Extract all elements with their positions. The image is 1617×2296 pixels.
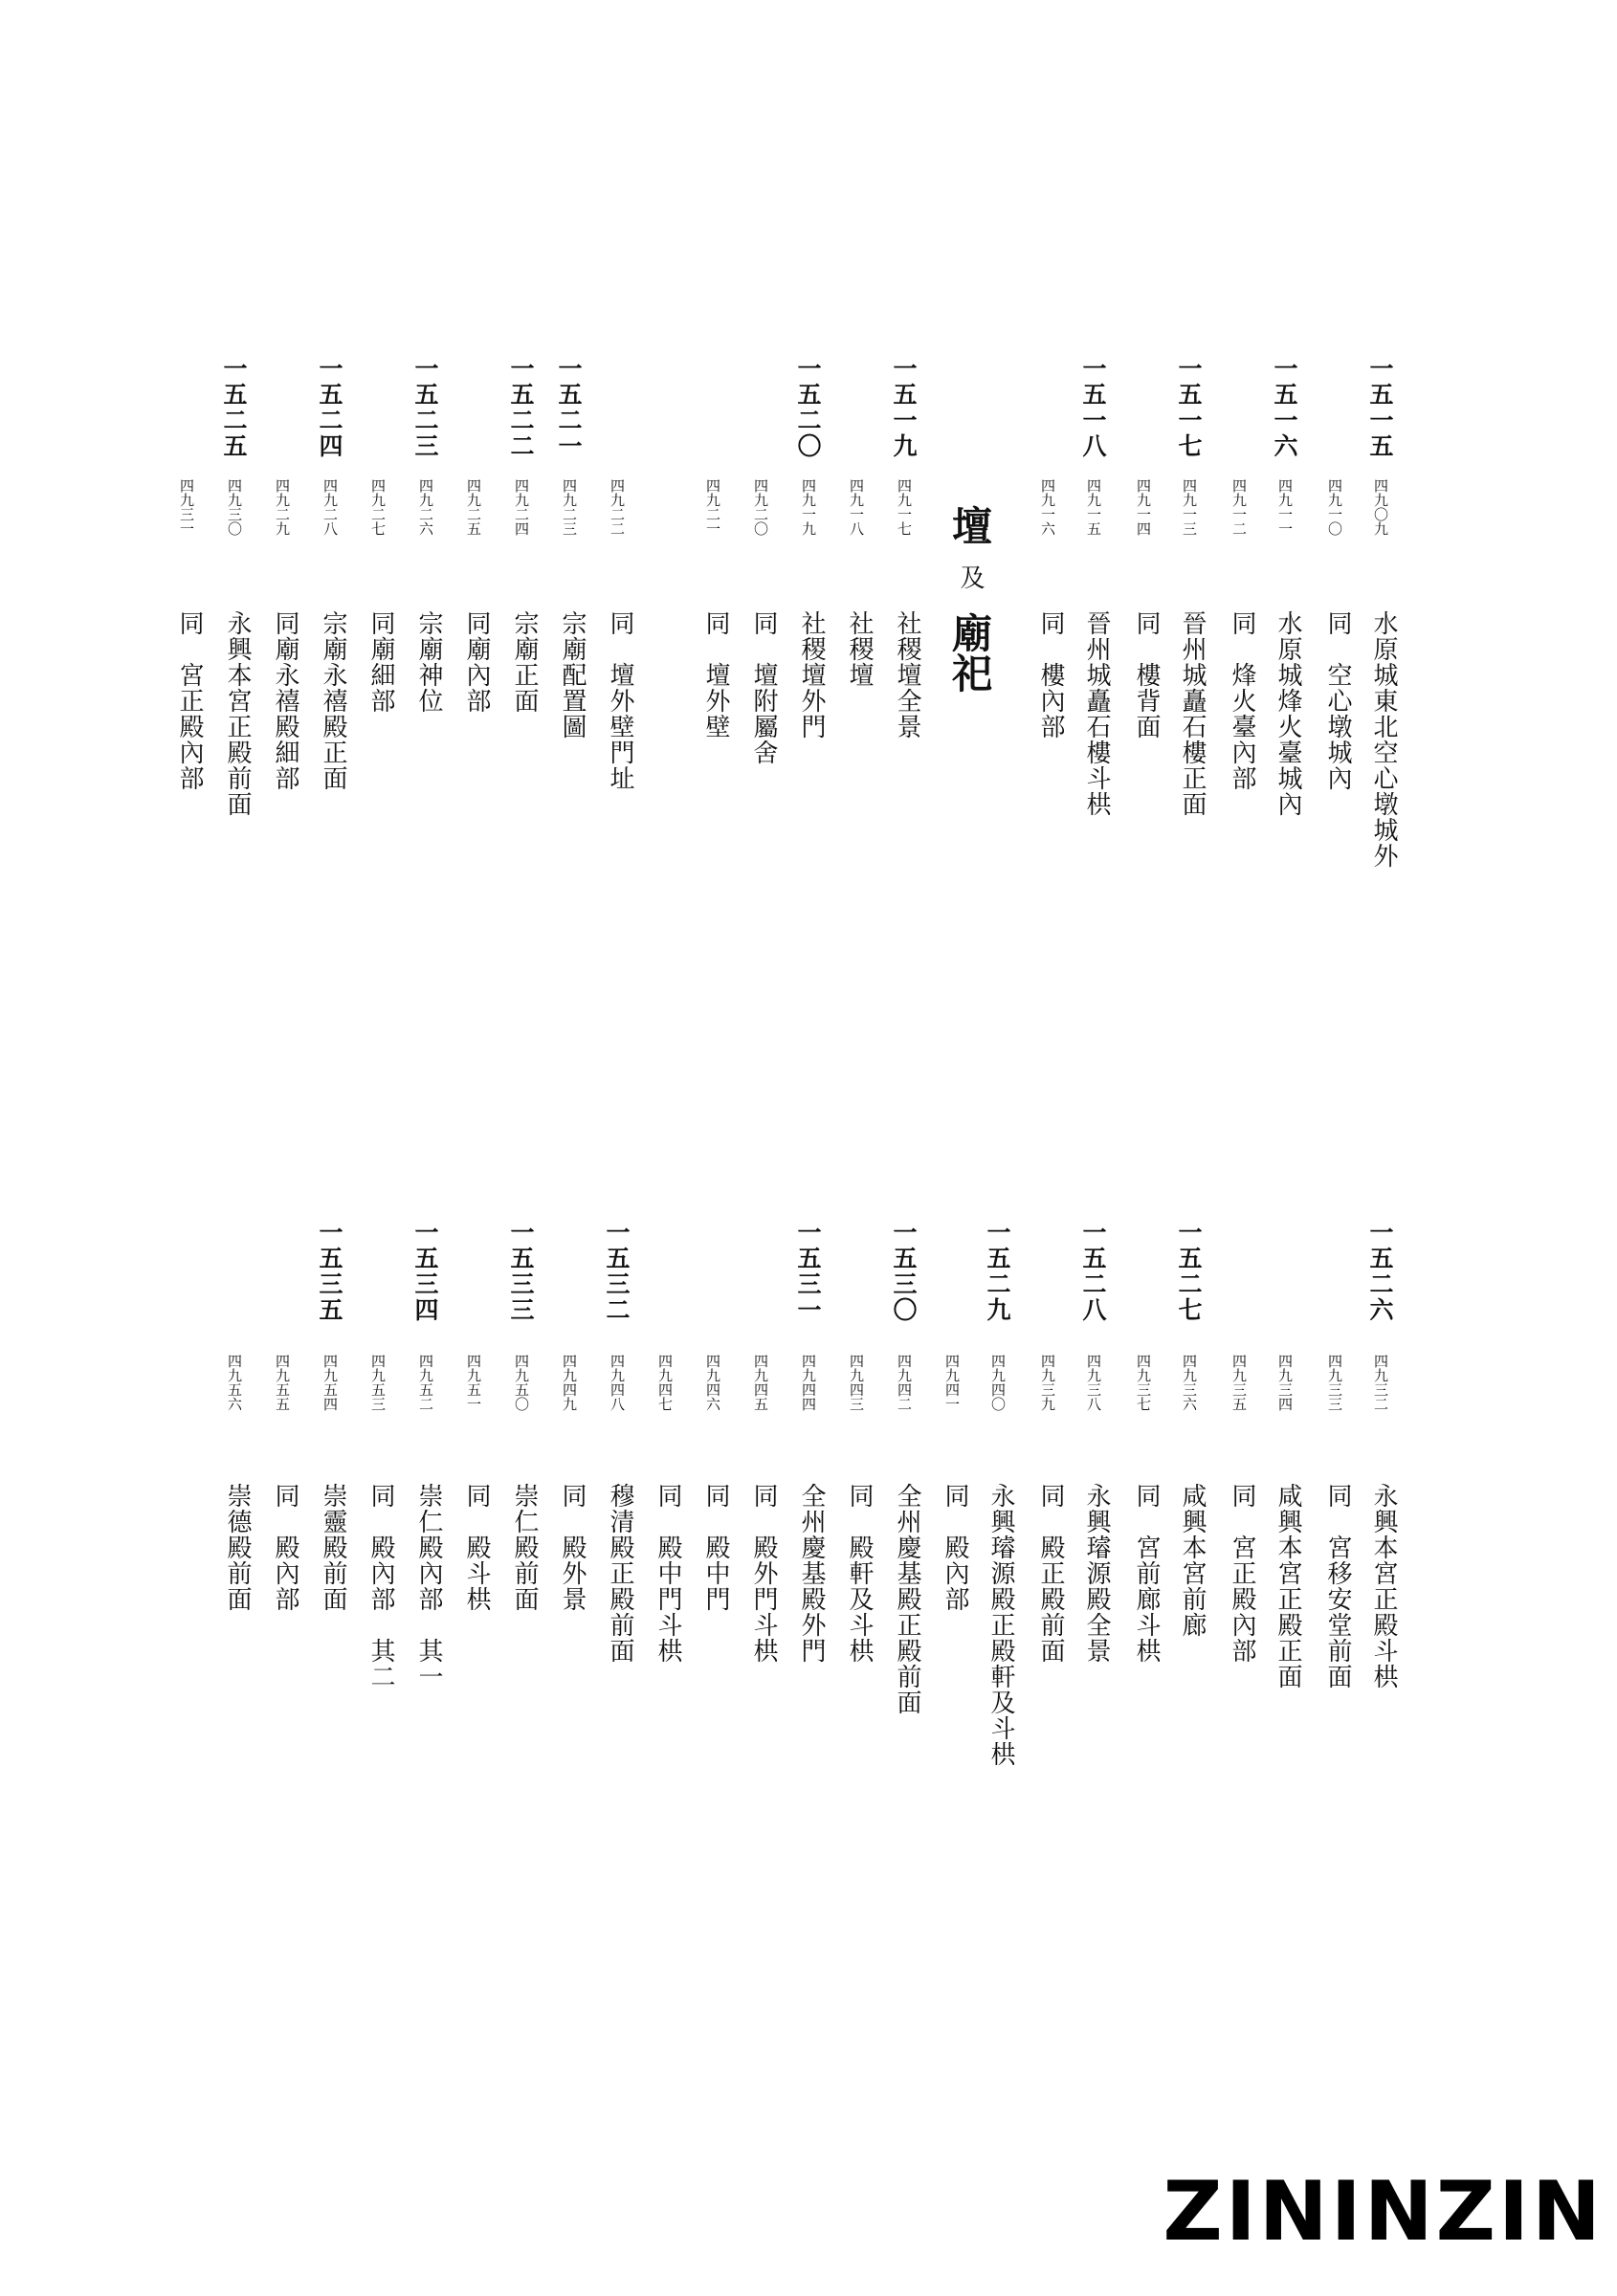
figure-number: 四九一七 bbox=[896, 478, 913, 536]
figure-number: 四九四三 bbox=[848, 1354, 865, 1411]
figure-number: 四九二三 bbox=[561, 478, 578, 536]
plate-number: 一五三三 bbox=[507, 1220, 535, 1323]
figure-number: 四九三二 bbox=[1372, 1354, 1389, 1411]
plate-number: 一五三〇 bbox=[890, 1220, 918, 1323]
figure-caption: 晉州城矗石樓正面 bbox=[1178, 610, 1207, 817]
figure-number: 四九三八 bbox=[1085, 1354, 1102, 1411]
figure-number: 四九二五 bbox=[465, 478, 482, 536]
plate-number: 一五三四 bbox=[411, 1220, 439, 1323]
figure-caption: 全州慶基殿正殿前面 bbox=[893, 1483, 921, 1715]
section-heading-char-1: 壇 bbox=[946, 505, 993, 545]
figure-caption: 穆清殿正殿前面 bbox=[606, 1483, 634, 1664]
figure-number: 四九二二 bbox=[609, 478, 626, 536]
plate-number: 一五二四 bbox=[316, 356, 343, 459]
figure-caption: 同 殿外門斗栱 bbox=[749, 1483, 778, 1664]
plate-number: 一五二九 bbox=[984, 1220, 1011, 1323]
figure-caption: 永興本宮正殿前面 bbox=[223, 610, 252, 817]
figure-number: 四九四九 bbox=[561, 1354, 578, 1411]
figure-number: 四九五二 bbox=[417, 1354, 434, 1411]
plate-number: 一五二七 bbox=[1175, 1220, 1203, 1323]
plate-number: 一五三二 bbox=[603, 1220, 631, 1323]
figure-number: 四九三〇 bbox=[226, 478, 243, 536]
plate-number: 一五二二 bbox=[507, 356, 535, 459]
figure-number: 四九三三 bbox=[1326, 1354, 1343, 1411]
figure-caption: 同廟細部 bbox=[366, 610, 395, 714]
plate-number: 一五二一 bbox=[555, 356, 583, 459]
figure-number: 四九〇九 bbox=[1372, 478, 1389, 536]
publisher-logo: ZININZIN bbox=[1163, 2164, 1604, 2260]
section-heading-char-3: 廟祀 bbox=[946, 612, 993, 693]
figure-caption: 同 殿軒及斗栱 bbox=[845, 1483, 874, 1664]
figure-number: 四九三六 bbox=[1181, 1354, 1198, 1411]
figure-caption: 同 壇附屬舍 bbox=[749, 610, 778, 765]
figure-caption: 水原城東北空心墩城外 bbox=[1369, 610, 1398, 869]
figure-caption: 社稷壇 bbox=[845, 610, 874, 688]
figure-caption: 永興璿源殿全景 bbox=[1082, 1483, 1111, 1664]
figure-caption: 同 殿內部 bbox=[941, 1483, 969, 1612]
figure-number: 四九二一 bbox=[704, 478, 721, 536]
figure-caption: 宗廟正面 bbox=[510, 610, 539, 714]
figure-number: 四九二七 bbox=[369, 478, 387, 536]
figure-number: 四九三一 bbox=[178, 478, 195, 536]
plate-number: 一五三一 bbox=[794, 1220, 822, 1323]
figure-number: 四九五四 bbox=[321, 1354, 339, 1411]
figure-number: 四九一二 bbox=[1230, 478, 1248, 536]
figure-caption: 宗廟永禧殿正面 bbox=[319, 610, 347, 791]
plate-number: 一五二五 bbox=[220, 356, 248, 459]
figure-caption: 同 壇外壁門址 bbox=[606, 610, 634, 791]
figure-caption: 同 殿中門 bbox=[701, 1483, 730, 1612]
figure-caption: 崇仁殿內部 其一 bbox=[414, 1483, 443, 1689]
figure-number: 四九三七 bbox=[1135, 1354, 1152, 1411]
figure-caption: 咸興本宮前廊 bbox=[1178, 1483, 1207, 1638]
figure-number: 四九一五 bbox=[1085, 478, 1102, 536]
figure-caption: 同 殿中門斗栱 bbox=[653, 1483, 682, 1664]
figure-caption: 同 樓背面 bbox=[1132, 610, 1161, 740]
figure-number: 四九四四 bbox=[800, 1354, 817, 1411]
figure-caption: 同 壇外壁 bbox=[701, 610, 730, 740]
figure-caption: 同廟永禧殿細部 bbox=[271, 610, 299, 791]
plate-number: 一五二〇 bbox=[794, 356, 822, 459]
figure-caption: 崇靈殿前面 bbox=[319, 1483, 347, 1612]
figure-number: 四九三九 bbox=[1039, 1354, 1056, 1411]
plate-number: 一五二三 bbox=[411, 356, 439, 459]
figure-number: 四九三四 bbox=[1276, 1354, 1294, 1411]
figure-caption: 同 殿外景 bbox=[558, 1483, 587, 1612]
figure-number: 四九一〇 bbox=[1326, 478, 1343, 536]
figure-number: 四九五〇 bbox=[513, 1354, 530, 1411]
figure-number: 四九一一 bbox=[1276, 478, 1294, 536]
figure-caption: 水原城烽火臺城內 bbox=[1274, 610, 1302, 817]
figure-caption: 同 宮前廊斗栱 bbox=[1132, 1483, 1161, 1664]
figure-number: 四九三五 bbox=[1230, 1354, 1248, 1411]
figure-number: 四九四六 bbox=[704, 1354, 721, 1411]
figure-number: 四九四二 bbox=[896, 1354, 913, 1411]
figure-number: 四九一八 bbox=[848, 478, 865, 536]
figure-caption: 同 烽火臺內部 bbox=[1228, 610, 1256, 791]
plate-number: 一五二六 bbox=[1366, 1220, 1394, 1323]
figure-caption: 崇德殿前面 bbox=[223, 1483, 252, 1612]
figure-number: 四九二九 bbox=[274, 478, 291, 536]
figure-number: 四九一四 bbox=[1135, 478, 1152, 536]
figure-caption: 同廟內部 bbox=[462, 610, 491, 714]
figure-caption: 同 樓內部 bbox=[1036, 610, 1065, 740]
figure-number: 四九一六 bbox=[1039, 478, 1056, 536]
figure-caption: 同 殿內部 bbox=[271, 1483, 299, 1612]
figure-number: 四九四五 bbox=[752, 1354, 769, 1411]
plate-number: 一五二八 bbox=[1079, 1220, 1107, 1323]
figure-caption: 崇仁殿前面 bbox=[510, 1483, 539, 1612]
figure-number: 四九二四 bbox=[513, 478, 530, 536]
figure-caption: 同 殿正殿前面 bbox=[1036, 1483, 1065, 1664]
figure-caption: 晉州城矗石樓斗栱 bbox=[1082, 610, 1111, 817]
figure-caption: 社稷壇全景 bbox=[893, 610, 921, 740]
figure-caption: 永興本宮正殿斗栱 bbox=[1369, 1483, 1398, 1689]
figure-number: 四九四一 bbox=[943, 1354, 961, 1411]
figure-caption: 宗廟配置圖 bbox=[558, 610, 587, 740]
plate-number: 一五一六 bbox=[1271, 356, 1298, 459]
figure-caption: 同 空心墩城內 bbox=[1323, 610, 1352, 791]
section-heading-char-2: 及 bbox=[956, 564, 985, 589]
figure-number: 四九二八 bbox=[321, 478, 339, 536]
figure-caption: 社稷壇外門 bbox=[797, 610, 826, 740]
figure-number: 四九五六 bbox=[226, 1354, 243, 1411]
figure-caption: 咸興本宮正殿正面 bbox=[1274, 1483, 1302, 1689]
figure-number: 四九四七 bbox=[656, 1354, 674, 1411]
figure-number: 四九五一 bbox=[465, 1354, 482, 1411]
figure-caption: 永興璿源殿正殿軒及斗栱 bbox=[986, 1483, 1015, 1767]
plate-number: 一五一八 bbox=[1079, 356, 1107, 459]
plate-number: 一五一九 bbox=[890, 356, 918, 459]
figure-number: 四九四〇 bbox=[989, 1354, 1007, 1411]
figure-number: 四九一三 bbox=[1181, 478, 1198, 536]
figure-caption: 同 宮正殿內部 bbox=[175, 610, 204, 791]
figure-caption: 宗廟神位 bbox=[414, 610, 443, 714]
figure-number: 四九四八 bbox=[609, 1354, 626, 1411]
figure-caption: 全州慶基殿外門 bbox=[797, 1483, 826, 1664]
figure-caption: 同 宮移安堂前面 bbox=[1323, 1483, 1352, 1689]
figure-caption: 同 殿斗栱 bbox=[462, 1483, 491, 1612]
figure-number: 四九五三 bbox=[369, 1354, 387, 1411]
figure-caption: 同 殿內部 其二 bbox=[366, 1483, 395, 1689]
plate-number: 一五一五 bbox=[1366, 356, 1394, 459]
figure-caption: 同 宮正殿內部 bbox=[1228, 1483, 1256, 1664]
plate-number: 一五一七 bbox=[1175, 356, 1203, 459]
figure-number: 四九一九 bbox=[800, 478, 817, 536]
figure-number: 四九二〇 bbox=[752, 478, 769, 536]
plate-number: 一五三五 bbox=[316, 1220, 343, 1323]
figure-number: 四九五五 bbox=[274, 1354, 291, 1411]
figure-number: 四九二六 bbox=[417, 478, 434, 536]
